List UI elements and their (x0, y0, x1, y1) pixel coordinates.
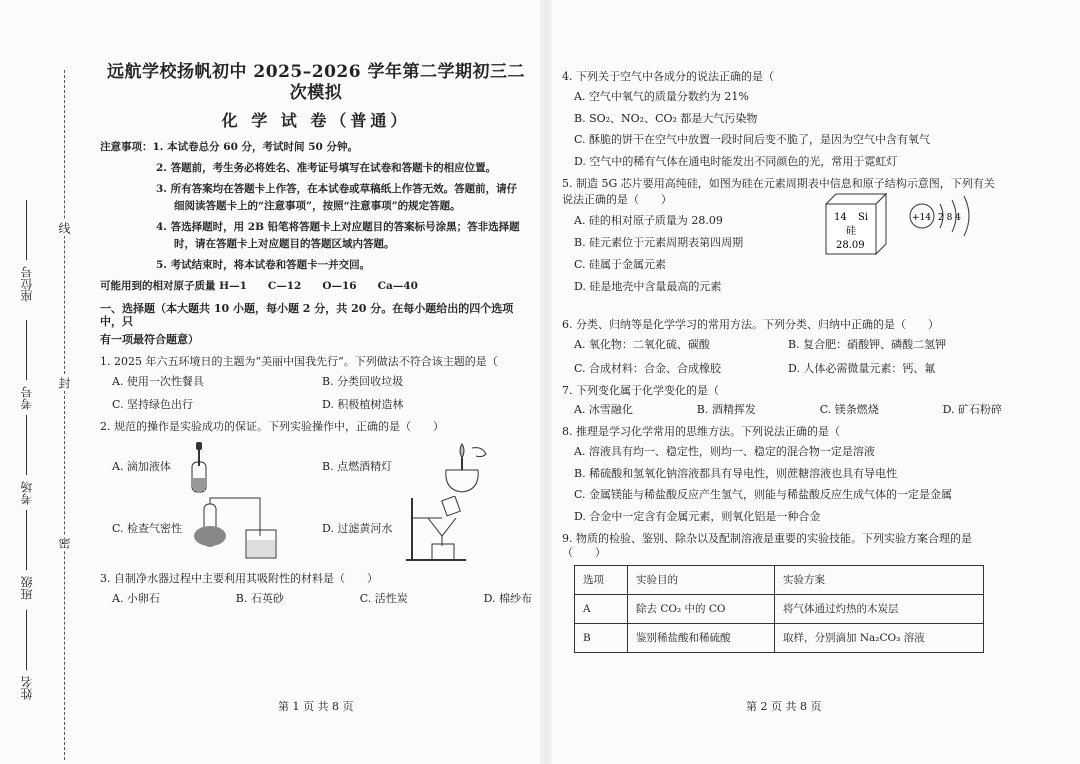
page-footer-right: 第 2 页 共 8 页 (746, 700, 822, 713)
note-3-cont: 细阅读答题卡上的“注意事项”，按照“注意事项”的规定答题。 (174, 199, 461, 212)
q4-option-b: B. SO₂、NO₂、CO₂ 都是大气污染物 (574, 111, 758, 125)
alcohol-lamp-illustration (432, 440, 492, 494)
seal-word-line: 线 (57, 222, 71, 234)
notes-heading: 注意事项： (100, 140, 153, 153)
q6-option-d: D. 人体必需微量元素：钙、氟 (788, 361, 936, 375)
table-cell: A (575, 595, 628, 624)
q4-option-a: A. 空气中氧气的质量分数约为 21% (574, 89, 749, 103)
left-page (100, 62, 532, 611)
q5-option-d: D. 硅是地壳中含量最高的元素 (574, 279, 722, 293)
q2-option-d: D. 过滤黄河水 (322, 494, 532, 564)
q2-stem: 2. 规范的操作是实验成功的保证。下列实验操作中，正确的是（ ） (100, 420, 444, 433)
q5-stem-cont: 说法正确的是（ ） (562, 192, 672, 206)
q5-stem: 5. 制造 5G 芯片要用高纯硅，如图为硅在元素周期表中信息和原子结构示意图，下列有关 (562, 176, 995, 190)
cell-symbol: Si (858, 212, 869, 224)
cell-mass: 28.09 (836, 240, 865, 252)
table-header-cell: 实验方案 (775, 566, 984, 595)
q3-option-d: D. 棉纱布 (483, 591, 532, 605)
right-page (562, 70, 1002, 653)
table-cell: 将气体通过灼热的木炭层 (775, 595, 984, 624)
q2-option-a: A. 滴加液体 (112, 440, 322, 494)
q1-option-c: C. 坚持绿色出行 (112, 398, 194, 412)
name-field: 姓名 (18, 610, 35, 700)
seal-word-secret: 密 (57, 537, 71, 549)
page-footer-left: 第 1 页 共 8 页 (278, 700, 354, 713)
q8-option-a: A. 溶液具有均一、稳定性，则均一、稳定的混合物一定是溶液 (574, 444, 875, 458)
q5-option-c: C. 硅属于金属元素 (574, 257, 667, 271)
q9-stem: 9. 物质的检验、鉴别、除杂以及配制溶液是重要的实验技能。下列实验方案合理的是（ ） (562, 531, 972, 559)
q2-options (100, 440, 532, 564)
cell-name: 硅 (846, 226, 856, 238)
q1-options (100, 375, 532, 413)
table-header-cell: 实验目的 (628, 566, 775, 595)
note-5: 5. 考试结束时，将本试卷和答题卡一并交回。 (156, 259, 371, 272)
binding-strip (0, 30, 92, 740)
table-cell: B (575, 624, 628, 653)
q3-stem: 3. 自制净水器过程中主要利用其吸附性的材料是（ ） (100, 571, 378, 585)
exam-number-field: 考号 (18, 320, 35, 410)
q7-options (562, 403, 1002, 417)
section-heading: 一、选择题（本大题共 10 小题，每小题 2 分，共 20 分。在每小题给出的四个选项中，只 有一项最符合题意） (100, 301, 514, 346)
table-row (575, 624, 984, 653)
q3-option-c: C. 活性炭 (359, 591, 408, 605)
q8-option-d: D. 合金中一定含有金属元素，则氧化铝是一种合金 (574, 510, 821, 523)
q4-stem: 4. 下列关于空气中各成分的说法正确的是（ (562, 70, 774, 83)
electron-shells: 2 8 4 (938, 213, 961, 224)
note-3: 3. 所有答案均在答题卡上作答，在本试卷或草稿纸上作答无效。答题前，请仔 (156, 182, 518, 195)
q8-stem: 8. 推理是学习化学常用的思维方法。下列说法正确的是（ (562, 425, 840, 438)
q6-option-b: B. 复合肥：硝酸钾、磷酸二氢钾 (788, 338, 947, 351)
note-2: 2. 答题前，考生务必将姓名、准考证号填写在试卷和答题卡的相应位置。 (156, 161, 497, 174)
atomic-masses: 可能用到的相对原子质量 H—1 C—12 O—16 Ca—40 (100, 280, 418, 293)
cell-number: 14 (834, 212, 847, 224)
q1-option-b: B. 分类回收垃圾 (322, 374, 404, 388)
periodic-cell (824, 192, 888, 256)
q7-option-c: C. 镁条燃烧 (819, 403, 879, 417)
q6-option-c: C. 合成材料：合金、合成橡胶 (574, 361, 722, 375)
seal-word-seal: 封 (57, 377, 71, 389)
q7-option-a: A. 冰雪融化 (574, 403, 633, 417)
q5-option-b: B. 硅元素位于元素周期表第四周期 (574, 236, 744, 249)
table-cell: 取样，分别滴加 Na₂CO₃ 溶液 (775, 624, 984, 653)
q7-stem: 7. 下列变化属于化学变化的是（ (562, 383, 719, 397)
table-header-row (575, 566, 984, 595)
exam-subtitle: 化 学 试 卷（普通） (221, 110, 411, 130)
note-4: 4. 答选择题时，用 2B 铅笔将答题卡上对应题目的答案标号涂黑；答非选择题 (156, 221, 520, 233)
table-cell: 鉴别稀盐酸和稀硫酸 (628, 624, 775, 653)
exam-notes (100, 141, 532, 294)
q6-options (562, 338, 1002, 376)
q7-option-d: D. 矿石粉碎 (942, 403, 1002, 417)
q4-option-d: D. 空气中的稀有气体在通电时能发出不同颜色的光，常用于霓虹灯 (574, 155, 898, 168)
dropper-illustration (179, 440, 219, 494)
q3-options (100, 592, 532, 606)
q1-option-a: A. 使用一次性餐具 (112, 374, 204, 388)
note-4-cont: 时，请在答题卡上对应题目的答题区域内答题。 (174, 238, 395, 251)
table-row (575, 595, 984, 624)
q3-option-b: B. 石英砂 (235, 591, 284, 605)
q8-option-b: B. 稀硫酸和氢氧化钠溶液都具有导电性，则蔗糖溶液也具有导电性 (574, 466, 898, 480)
page-fold (540, 0, 552, 764)
q2-option-b: B. 点燃酒精灯 (322, 440, 532, 494)
q1-stem: 1. 2025 年六五环境日的主题为“美丽中国我先行”。下列做法不符合该主题的是（ (100, 354, 498, 368)
q4-option-c: C. 酥脆的饼干在空气中放置一段时间后变不脆了，是因为空气中含有氧气 (574, 133, 931, 147)
exam-title: 远航学校扬帆初中 2025–2026 学年第二学期初三二次模拟 (107, 62, 525, 104)
table-cell: 除去 CO₂ 中的 CO (628, 595, 775, 624)
q7-option-b: B. 酒精挥发 (696, 403, 756, 417)
q2-option-c: C. 检查气密性 (112, 494, 322, 564)
class-field: 班级 (18, 510, 35, 600)
cut-line (64, 70, 65, 760)
q3-option-a: A. 小卵石 (112, 591, 160, 605)
nucleus-charge: +14 (912, 213, 931, 224)
q6-stem: 6. 分类、归纳等是化学学习的常用方法。下列分类、归纳中正确的是（ ） (562, 318, 939, 332)
table-header-cell: 选项 (575, 566, 628, 595)
exam-room-field: 考场 (18, 415, 35, 505)
q5-block (562, 214, 1002, 310)
note-1: 1. 本试卷总分 60 分，考试时间 50 分钟。 (152, 140, 358, 153)
q9-table (574, 565, 984, 653)
seat-number-field: 座位号 (18, 200, 35, 302)
air-tightness-illustration (190, 496, 286, 562)
q1-option-d: D. 积极植树造林 (322, 398, 404, 412)
q8-option-c: C. 金属镁能与稀盐酸反应产生氢气，则能与稀盐酸反应生成气体的一定是金属 (574, 488, 953, 502)
q5-option-a: A. 硅的相对原子质量为 28.09 (574, 214, 723, 228)
q6-option-a: A. 氧化物：二氧化硫、碳酸 (574, 338, 710, 351)
filtration-illustration (406, 496, 470, 562)
atom-structure (908, 192, 998, 240)
